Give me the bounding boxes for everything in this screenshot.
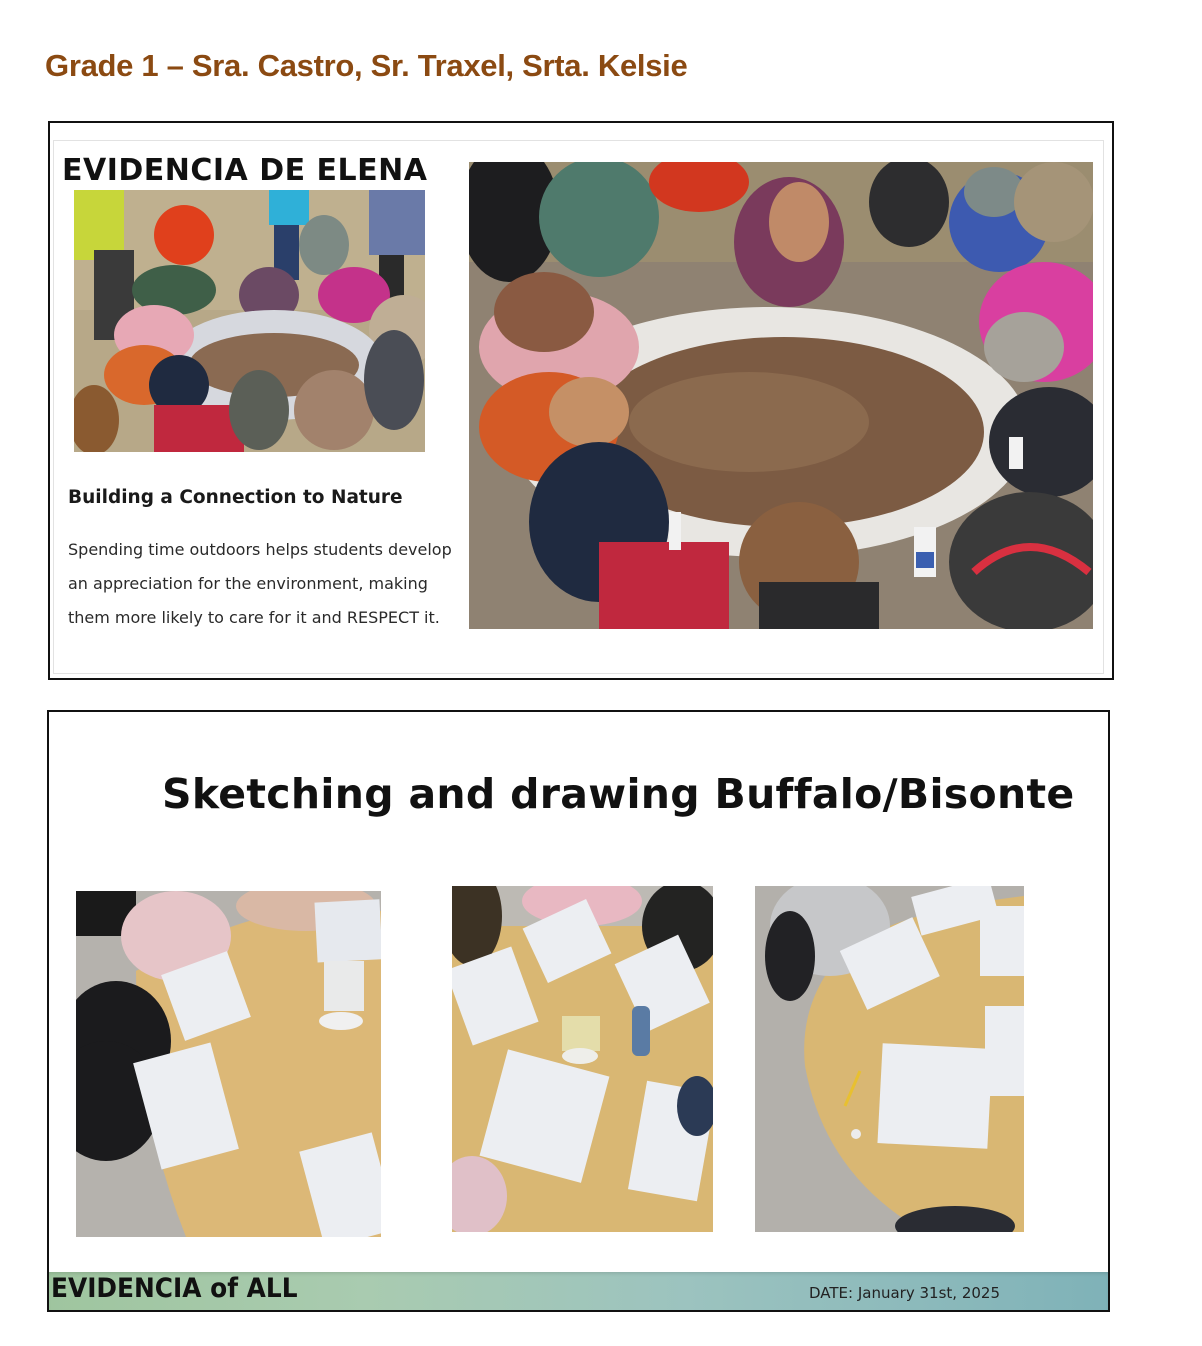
slide-body-text: Spending time outdoors helps students develop an appreciation for the environment, making them more likely to care for it and RESPECT it. — [68, 540, 452, 627]
slide-subheading: Building a Connection to Nature — [68, 487, 403, 508]
photo-image — [452, 886, 713, 1232]
photo-sketching-table-1 — [76, 891, 381, 1237]
photo-sketching-table-2 — [452, 886, 713, 1232]
photo-image — [755, 886, 1024, 1232]
photo-image — [469, 162, 1093, 629]
slide-heading: Sketching and drawing Buffalo/Bisonte — [162, 770, 1075, 818]
slide-inner-frame — [53, 140, 1104, 674]
photo-image — [76, 891, 381, 1237]
slide-sketching-buffalo — [47, 710, 1110, 1312]
footer-date: DATE: January 31st, 2025 — [809, 1284, 1000, 1302]
document-title: Grade 1 – Sra. Castro, Sr. Traxel, Srta. Kelsie — [45, 48, 688, 83]
slide-footer-bar — [49, 1272, 1108, 1310]
photo-image — [74, 190, 425, 452]
photo-children-leaves-outdoors-small — [74, 190, 425, 452]
photo-children-leaves-outdoors-large — [469, 162, 1093, 629]
slide-evidencia-elena — [48, 121, 1114, 680]
footer-label: EVIDENCIA of ALL — [51, 1273, 298, 1304]
slide-heading: EVIDENCIA DE ELENA — [62, 153, 428, 188]
photo-sketching-table-3 — [755, 886, 1024, 1232]
